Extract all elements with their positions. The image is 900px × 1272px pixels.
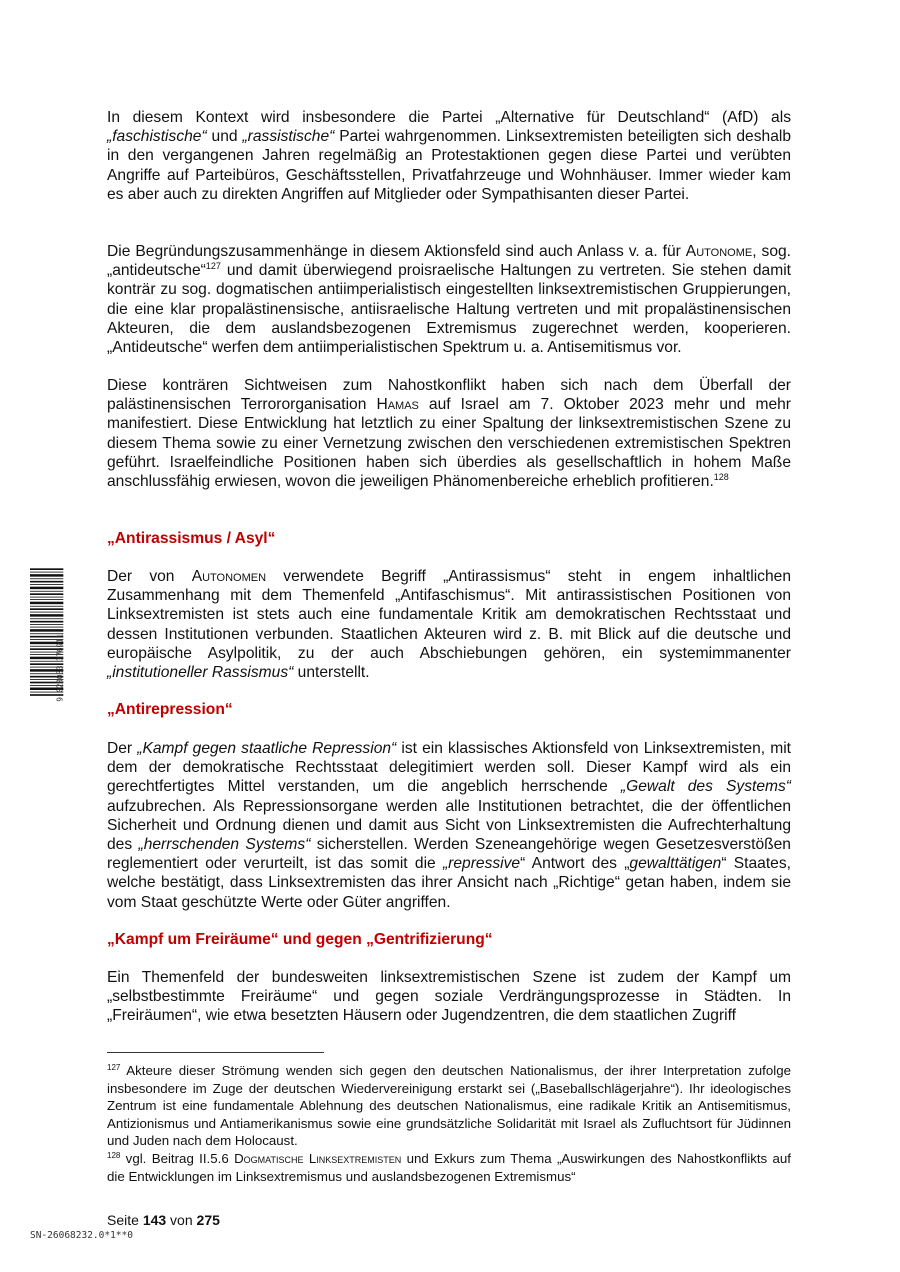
barcode-icon <box>30 555 70 715</box>
paragraph-antideutsche: Die Begründungszusammenhänge in diesem Aktionsfeld sind auch Anlass v. a. für Autonome, sog. „antideutsche“$^{127}$ und damit überwiegend proisraelische Haltungen zu vertreten. Sie stehen damit konträr zu sog. dogmatischen antiimperialistisch eingestellten linksextremistischen Gruppierungen, die eine klar propalästinensische, antiisraelische Haltung vertreten und mit propalästinensischen Akteuren, die dem auslandsbezogenen Extremismus zugerechnet werden, kooperieren. „Antideutsche“ werfen dem antiimperialistischen Spektrum u. a. Antisemitismus vor. <box>107 243 791 357</box>
paragraph-antirepression: Der „Kampf gegen staatliche Repression“ ist ein klassisches Aktionsfeld von Linksextremisten, mit dem der demokratische Rechtsstaat delegitimiert werden soll. Dieser Kampf wird als ein gerechtfertigtes Mittel verstanden, um die angeblich herrschende „Gewalt des Systems“ aufzubrechen. Als Repressionsorgane werden alle Institutionen betrachtet, die der öffentlichen Sicherheit und Ordnung dienen und damit aus Sicht von Linksextremisten die Aufrechterhaltung des „herrschenden Systems“ sicherstellen. Werden Szeneangehörige wegen Gesetzesverstößen reglementiert oder verurteilt, ist das somit die „repressive“ Antwort des „gewalttätigen“ Staates, welche bestätigt, dass Linksextremisten das ihrer Ansicht nach „Richtige“ getan haben, indem sie vom Staat geschützte Werte oder Güter angriffen. <box>107 740 791 911</box>
section-heading-antirepression: „Antirepression“ <box>107 701 233 718</box>
paragraph-freiraeume: Ein Themenfeld der bundesweiten linksextremistischen Szene ist zudem der Kampf um „selbstbestimmte Freiräume“ und gegen soziale Verdrängungsprozesse in Städten. In „Freiräumen“, wie etwa besetzten Häusern oder Jugendzentren, die dem staatlichen Zugriff <box>107 969 791 1025</box>
footnotes <box>107 1062 791 1185</box>
footnote-ref-127[interactable]: 127 <box>205 261 221 272</box>
paragraph-antirassismus: Der von Autonomen verwendete Begriff „Antirassismus“ steht in engem inhaltlichen Zusammenhang mit dem Themenfeld „Antifaschismus“. Mit antirassistischen Positionen von Linksextremisten ist stets auch eine fundamentale Kritik am demokratischen Rechtsstaat und dessen Institutionen verbunden. Staatlichen Akteuren wird z. B. mit Blick auf die deutsche und europäische Asylpolitik, zu der auch Abschiebungen gehören, ein systemimmanenter „institutioneller Rassismus“ unterstellt. <box>107 568 791 682</box>
footnote-divider <box>107 1052 324 1053</box>
section-heading-antirassismus: „Antirassismus / Asyl“ <box>107 530 276 547</box>
footnote-127: $^{127}$ Akteure dieser Strömung wenden sich gegen den deutschen Nationalismus, der ihrer Interpretation zufolge insbesondere im Zuge der deutschen Wiedervereinigung erstarkt sei („Baseballschlägerjahre“). Ihr ideologisches Zentrum ist eine fundamentale Ablehnung des deutschen Nationalismus, eine radikale Kritik an Antisemitismus, Antizionismus und Antiamerikanismus sowie eine grundsätzliche Solidarität mit Israel als Zufluchtsort für Jüdinnen und Juden nach dem Holocaust. <box>107 1063 791 1149</box>
paragraph-nahost: Diese konträren Sichtweisen zum Nahostkonflikt haben sich nach dem Überfall der palästinensischen Terrororganisation Hamas auf Israel am 7. Oktober 2023 mehr und mehr manifestiert. Diese Entwicklung hat letztlich zu einer Spaltung der linksextremistischen Szene zu diesem Thema sowie zu einer Vernetzung zwischen den verschiedenen extremistischen Spektren geführt. Israelfeindliche Positionen haben sich überdies als gesellschaftlich in hohem Maße anschlussfähig erwiesen, wovon die jeweiligen Phänomenbereiche erheblich profitieren.$^{128}$ <box>107 377 791 491</box>
section-heading-freiraeume: „Kampf um Freiräume“ und gegen „Gentrifizierung“ <box>107 931 493 948</box>
footnote-ref-128[interactable]: 128 <box>713 472 729 483</box>
footnote-128: $^{128}$ vgl. Beitrag II.5.6 Dogmatische Linksextremisten und Exkurs zum Thema „Auswirkungen des Nahostkonflikts auf die Entwicklungen im Linksextremismus und auslandsbezogenen Extremismus“ <box>107 1150 791 1184</box>
page-number: Seite 143 von 275 <box>107 1212 220 1228</box>
barcode-number: 9 020033 376911 <box>55 633 65 702</box>
paragraph-afd: In diesem Kontext wird insbesondere die Partei „Alternative für Deutschland“ (AfD) als „faschistische“ und „rassistische“ Partei wahrgenommen. Linksextremisten beteiligten sich deshalb in den vergangenen Jahren regelmäßig an Protestaktionen gegen diese Partei und verübten Angriffe auf Parteibüros, Geschäftsstellen, Privatfahrzeuge und Wohnhäuser. Immer wieder kam es aber auch zu direkten Angriffen auf Mitglieder oder Sympathisanten dieser Partei. <box>107 109 791 203</box>
document-id: SN-26068232.0*1**0 <box>30 1230 133 1241</box>
